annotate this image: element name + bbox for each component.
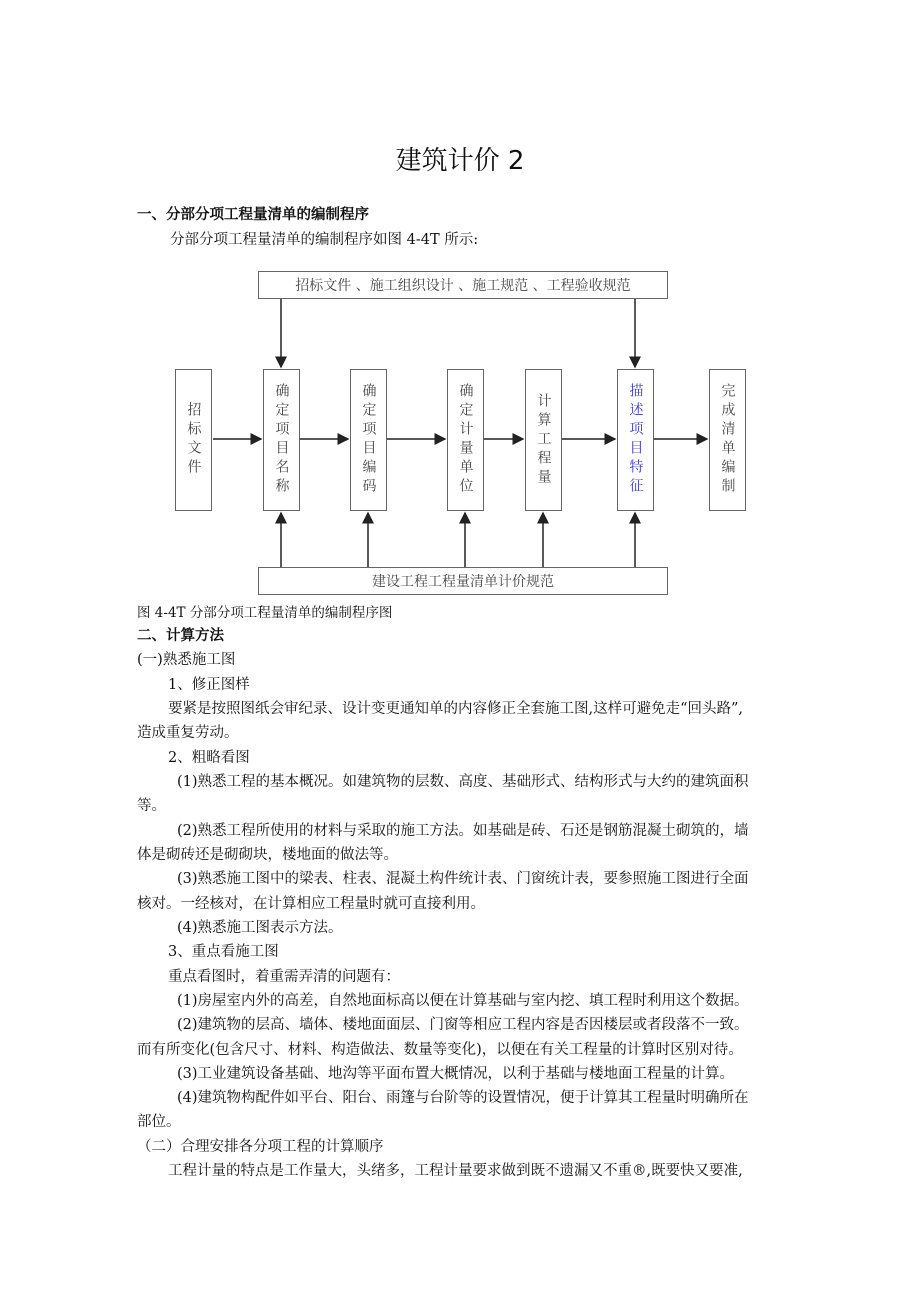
figure-caption: 图 4-4T 分部分项工程量清单的编制程序图: [137, 605, 393, 621]
paragraph-line: 要紧是按照图纸会审纪录、设计变更通知单的内容修正全套施工图,这样可避免走“回头路”,: [168, 701, 744, 717]
step-box: 确定项目编码: [350, 369, 387, 511]
subheading: （二）合理安排各分项工程的计算顺序: [137, 1139, 384, 1155]
paragraph-line: (4)熟悉施工图表示方法。: [177, 920, 343, 936]
paragraph-line: (2)建筑物的层高、墙体、楼地面面层、门窗等相应工程内容是否因楼层或者段落不一致。: [177, 1017, 749, 1033]
bottom-box: 建设工程工程量清单计价规范: [258, 567, 668, 595]
step-box: 完成清单编制: [709, 369, 746, 511]
paragraph-line: (3)工业建筑设备基础、地沟等平面布置大概情况，以利于基础与楼地面工程量的计算。: [177, 1066, 735, 1082]
step-box: 招标文件: [175, 369, 212, 511]
step-box: 确定计量单位: [447, 369, 484, 511]
top-box: 招标文件 、施工组织设计 、施工规范 、工程验收规范: [258, 271, 668, 299]
step-box: 确定项目名称: [263, 369, 300, 511]
subheading: (一)熟悉施工图: [137, 652, 236, 668]
subheading: 1、修正图样: [168, 677, 250, 693]
paragraph-line: 核对。一经核对，在计算相应工程量时就可直接利用。: [137, 896, 485, 912]
paragraph-line: 造成重复劳动。: [137, 725, 239, 741]
paragraph-line: (1)房屋室内外的高差，自然地面标高以便在计算基础与室内挖、填工程时利用这个数据。: [177, 993, 749, 1009]
section-heading: 二、计算方法: [137, 628, 224, 644]
paragraph-line: 体是砌砖还是砌砌块，楼地面的做法等。: [137, 847, 398, 863]
step-box: 描述项目特征: [617, 369, 654, 511]
document-title: 建筑计价 2: [395, 146, 525, 176]
subheading: 2、粗略看图: [168, 750, 250, 766]
paragraph-line: 部位。: [137, 1114, 181, 1130]
paragraph-line: 等。: [137, 798, 166, 814]
paragraph-line: (1)熟悉工程的基本概况。如建筑物的层数、高度、基础形式、结构形式与大约的建筑面积: [177, 774, 749, 790]
paragraph-line: (3)熟悉施工图中的梁表、柱表、混凝土构件统计表、门窗统计表，要参照施工图进行全面: [177, 871, 749, 887]
paragraph-line: 工程计量的特点是工作量大，头绪多，工程计量要求做到既不遗漏又不重®,既要快又要准,: [168, 1163, 743, 1179]
paragraph-line: 重点看图时，着重需弄清的问题有：: [168, 969, 400, 985]
section-heading: 一、分部分项工程量清单的编制程序: [137, 207, 369, 223]
subheading: 3、重点看施工图: [168, 944, 279, 960]
paragraph: 分部分项工程量清单的编制程序如图 4-4T 所示:: [170, 232, 479, 248]
paragraph-line: 而有所变化(包含尺寸、材料、构造做法、数量等变化)，以便在有关工程量的计算时区别对待。: [137, 1042, 743, 1058]
flowchart-connectors: [0, 0, 920, 620]
paragraph-line: (4)建筑物构配件如平台、阳台、雨篷与台阶等的设置情况，便于计算其工程量时明确所在: [177, 1090, 749, 1106]
step-box: 计算工程量: [525, 369, 562, 511]
paragraph-line: (2)熟悉工程所使用的材料与采取的施工方法。如基础是砖、石还是钢筋混凝土砌筑的，墙: [177, 823, 749, 839]
